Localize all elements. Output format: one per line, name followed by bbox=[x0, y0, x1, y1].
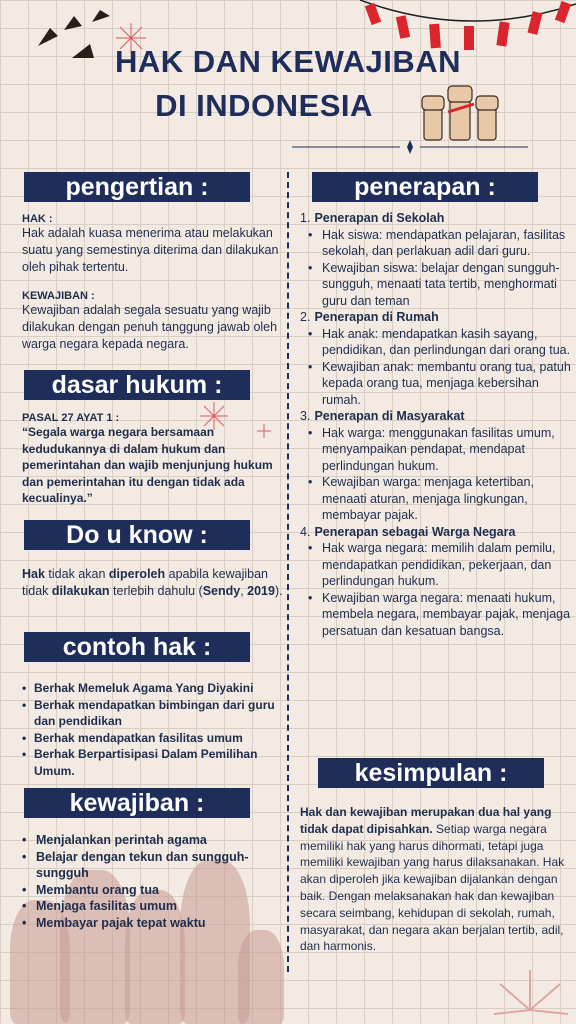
list-item: • Kewajiban warga negara: menaati hukum, membela negara, membayar pajak, menjaga persatuan dan kesatuan bangsa. bbox=[300, 590, 572, 640]
kewajiban-heading: kewajiban : bbox=[24, 788, 250, 818]
list-item: • Berhak mendapatkan fasilitas umum bbox=[22, 730, 280, 747]
penerapan-list bbox=[300, 210, 572, 639]
list-item: • Kewajiban warga: menjaga ketertiban, menaati aturan, menjaga lingkungan, membayar pajak. bbox=[300, 474, 572, 524]
list-item: • Kewajiban siswa: belajar dengan sungguh-sungguh, menaati tata tertib, menghormati guru dan teman bbox=[300, 260, 572, 310]
list-item: • Berhak Berpartisipasi Dalam Pemilihan Umum. bbox=[22, 746, 280, 779]
kewajiban-definition: Kewajiban adalah segala sesuatu yang wajib dilakukan dengan penuh tanggung jawab oleh warga negara kepada negara. bbox=[22, 303, 278, 351]
penerapan-section: 3. Penerapan di Masyarakat • Hak warga: menggunakan fasilitas umum, menyampaikan pendapat, mendapat perlindungan hukum. • Kewajiban warga: menjaga ketertiban, menaati aturan, menjaga lingkungan, membayar pajak. bbox=[300, 408, 572, 524]
hak-label: HAK : bbox=[22, 213, 53, 225]
penerapan-heading: penerapan : bbox=[312, 172, 538, 202]
list-item: • Hak anak: mendapatkan kasih sayang, pendidikan, dan perlindungan dari orang tua. bbox=[300, 326, 572, 359]
list-item: • Berhak Memeluk Agama Yang Diyakini bbox=[22, 680, 280, 697]
ornament-divider-icon bbox=[292, 140, 528, 154]
penerapan-section: 4. Penerapan sebagai Warga Negara • Hak warga negara: memilih dalam pemilu, mendapatkan pendidikan, pekerjaan, dan perlindungan hukum. • Kewajiban warga negara: menaati hukum, membela negara, membayar pajak, menjaga persatuan dan kesatuan bangsa. bbox=[300, 524, 572, 640]
do-u-know-heading: Do u know : bbox=[24, 520, 250, 550]
kewajiban-label: KEWAJIBAN : bbox=[22, 290, 95, 302]
sparkle-icon bbox=[198, 402, 278, 442]
hak-definition: Hak adalah kuasa menerima atau melakukan suatu yang semestinya diterima dan dilakukan oleh pihak tertentu. bbox=[22, 226, 279, 274]
list-item: • Berhak mendapatkan bimbingan dari guru dan pendidikan bbox=[22, 697, 280, 730]
dasar-hukum-heading: dasar hukum : bbox=[24, 370, 250, 400]
firework-icon bbox=[470, 950, 576, 1024]
page-title-line2: DI INDONESIA bbox=[155, 88, 373, 123]
kesimpulan-text: Hak dan kewajiban merupakan dua hal yang tidak dapat dipisahkan. Setiap warga negara memiliki hak yang harus dihormati, tetapi juga memiliki kewajiban yang harus dilaksanakan. Hak akan diperoleh jika kewajiban dijalankan dengan baik. Dengan melaksanakan hak dan kewajiban secara seimbang, kehidupan di sekolah, rumah, masyarakat, dan negara akan berjalan tertib, adil, dan harmonis. bbox=[300, 805, 565, 954]
crowd-silhouette bbox=[238, 930, 284, 1024]
list-item: • Menjalankan perintah agama bbox=[22, 832, 268, 849]
raised-fists-icon bbox=[420, 84, 500, 142]
contoh-hak-heading: contoh hak : bbox=[24, 632, 250, 662]
list-item: • Membantu orang tua bbox=[22, 882, 268, 899]
list-item: • Membayar pajak tepat waktu bbox=[22, 915, 268, 932]
list-item: • Hak warga: menggunakan fasilitas umum, menyampaikan pendapat, mendapat perlindungan hukum. bbox=[300, 425, 572, 475]
list-item: • Kewajiban anak: membantu orang tua, patuh kepada orang tua, menjaga kebersihan rumah. bbox=[300, 359, 572, 409]
column-divider bbox=[287, 172, 289, 972]
list-item: • Menjaga fasilitas umum bbox=[22, 898, 268, 915]
pasal-label: PASAL 27 AYAT 1 : bbox=[22, 412, 120, 424]
contoh-hak-list bbox=[22, 680, 280, 779]
pasal-quote: “Segala warga negara bersamaan kedudukannya di dalam hukum dan pemerintahan dan wajib menjunjung hukum dan pemerintahan itu dengan tidak ada kecualinya.” bbox=[22, 425, 273, 505]
penerapan-section: 2. Penerapan di Rumah • Hak anak: mendapatkan kasih sayang, pendidikan, dan perlindungan dari orang tua. • Kewajiban anak: membantu orang tua, patuh kepada orang tua, menjaga kebersihan rumah. bbox=[300, 309, 572, 408]
kewajiban-list bbox=[22, 832, 268, 931]
list-item: • Belajar dengan tekun dan sungguh-sungguh bbox=[22, 849, 268, 882]
page-title-line1: HAK DAN KEWAJIBAN bbox=[114, 44, 462, 79]
pengertian-heading: pengertian : bbox=[24, 172, 250, 202]
penerapan-section: 1. Penerapan di Sekolah • Hak siswa: mendapatkan pelajaran, fasilitas sekolah, dan perlakuan adil dari guru. • Kewajiban siswa: belajar dengan sungguh-sungguh, menaati tata tertib, menghormati guru dan teman bbox=[300, 210, 572, 309]
list-item: • Hak siswa: mendapatkan pelajaran, fasilitas sekolah, dan perlakuan adil dari guru. bbox=[300, 227, 572, 260]
list-item: • Hak warga negara: memilih dalam pemilu, mendapatkan pendidikan, pekerjaan, dan perlindungan hukum. bbox=[300, 540, 572, 590]
do-u-know-text: Hak tidak akan diperoleh apabila kewajiban tidak dilakukan terlebih dahulu (Sendy, 2019). bbox=[22, 567, 283, 598]
kesimpulan-heading: kesimpulan : bbox=[318, 758, 544, 788]
